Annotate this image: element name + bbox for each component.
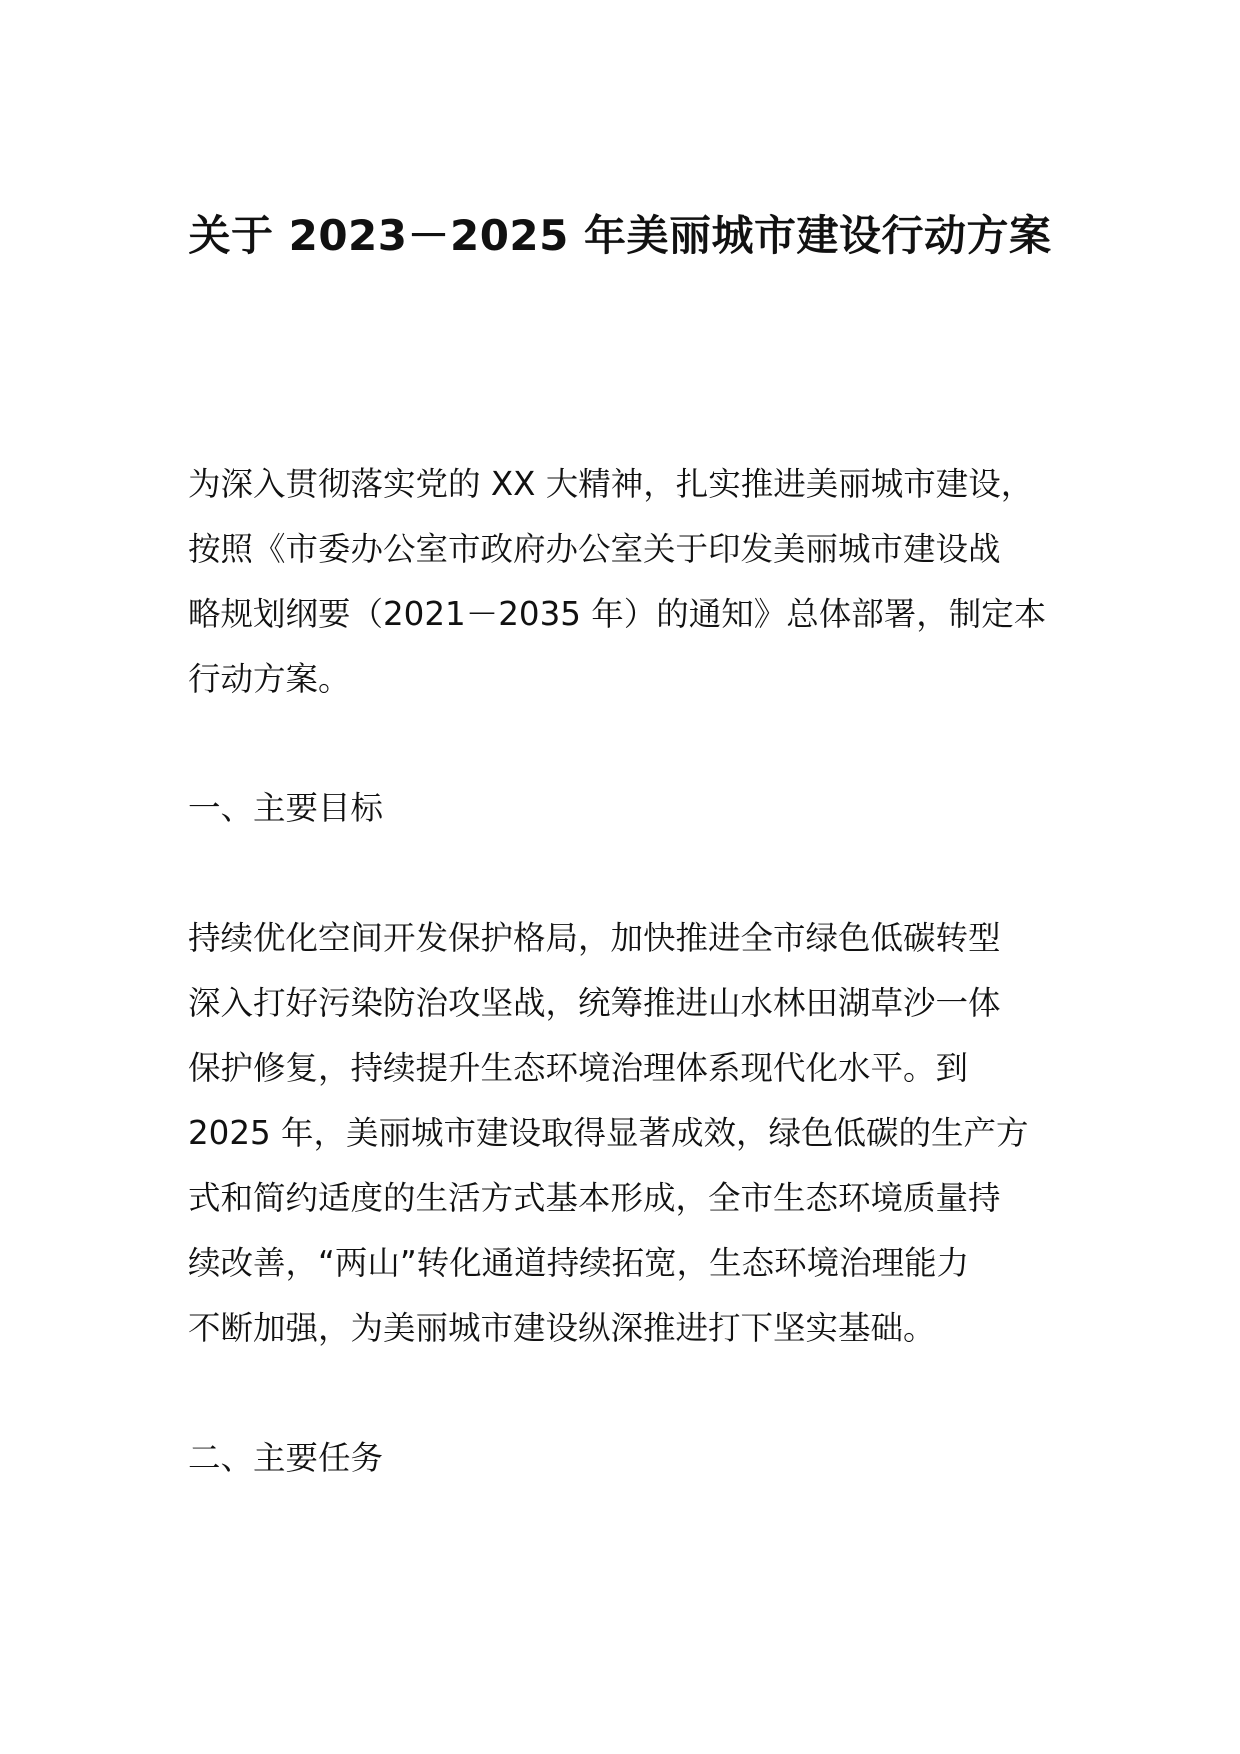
intro-paragraph <box>188 452 1058 712</box>
paragraph-line: 续改善，“两山”转化通道持续拓宽，生态环境治理能力 <box>188 1244 970 1282</box>
section-heading: 一、主要目标 <box>188 789 384 827</box>
paragraph-line: 持续优化空间开发保护格局，加快推进全市绿色低碳转型 <box>188 919 1001 957</box>
paragraph-line: 按照《市委办公室市政府办公室关于印发美丽城市建设战 <box>188 530 1001 568</box>
paragraph-line: 不断加强，为美丽城市建设纵深推进打下坚实基础。 <box>188 1309 936 1347</box>
paragraph-line: 为深入贯彻落实党的 XX 大精神，扎实推进美丽城市建设， <box>188 465 1034 503</box>
paragraph-line: 2025 年，美丽城市建设取得显著成效，绿色低碳的生产方 <box>188 1114 1029 1152</box>
paragraph-line: 略规划纲要（2021－2035 年）的通知》总体部署，制定本 <box>188 595 1047 633</box>
goals-paragraph <box>188 906 1058 1361</box>
paragraph-line: 行动方案。 <box>188 660 351 698</box>
section-heading-goals <box>188 776 1058 841</box>
document-title: 关于 2023－2025 年美丽城市建设行动方案 <box>188 211 1052 260</box>
paragraph-line: 深入打好污染防治攻坚战，统筹推进山水林田湖草沙一体 <box>188 984 1001 1022</box>
section-heading: 二、主要任务 <box>188 1439 384 1477</box>
paragraph-line: 保护修复，持续提升生态环境治理体系现代化水平。到 <box>188 1049 969 1087</box>
paragraph-line: 式和简约适度的生活方式基本形成，全市生态环境质量持 <box>188 1179 1001 1217</box>
section-heading-tasks <box>188 1426 1058 1491</box>
